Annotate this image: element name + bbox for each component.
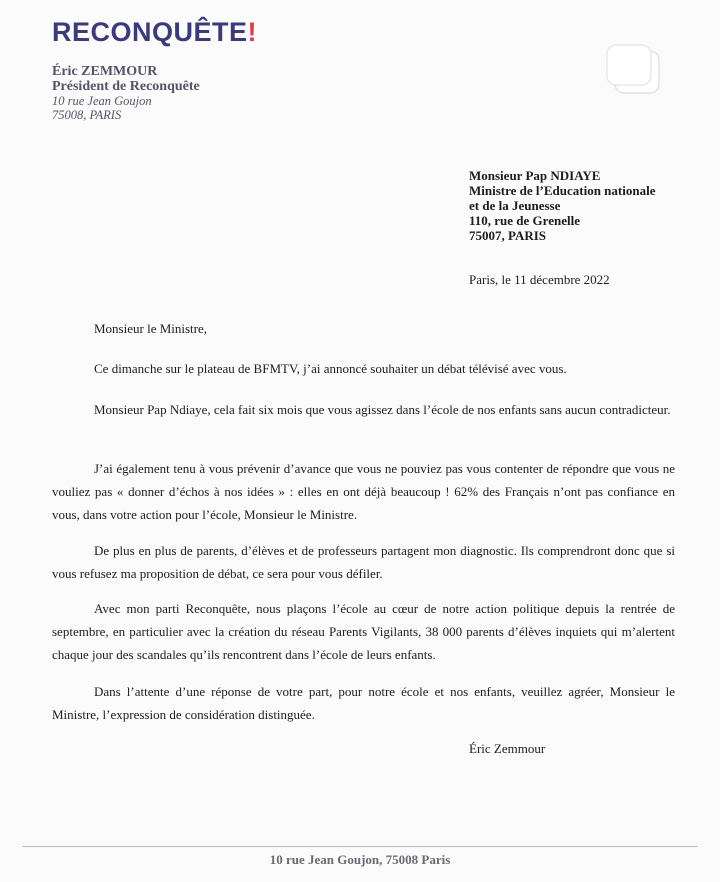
logo-text: RECONQUÊTE [52,17,248,47]
paragraph-6: Dans l’attente d’une réponse de votre part, pour notre école et nos enfants, veuillez agréer, Monsieur le Ministre, l’expression de considération distinguée. [52,684,675,722]
paragraph-1: Ce dimanche sur le plateau de BFMTV, j’ai annoncé souhaiter un débat télévisé avec vous. [94,361,567,376]
recipient-line: 75007, PARIS [469,228,547,243]
date-line: Paris, le 11 décembre 2022 [469,272,610,287]
paragraph-3: J’ai également tenu à vous prévenir d’avance que vous ne pouviez pas vous contenter de répondre que vous ne vouliez pas « donner d’échos à nos idées » : elles en ont déjà beaucoup ! 62% des Français n’ont pas confiance en vous, dans votre action pour l’école, Monsieur le Ministre. [52,461,675,522]
sender-title: Président de Reconquête [52,79,200,94]
sender-name: Éric ZEMMOUR [52,64,158,79]
recipient-line: Ministre de l’Education nationale [469,183,656,198]
recipient-block [469,168,655,243]
logo-exclamation: ! [247,17,258,47]
reconquete-logo [52,14,257,50]
footer-address: 10 rue Jean Goujon, 75008 Paris [269,852,451,867]
recipient-line: Monsieur Pap NDIAYE [469,168,601,183]
signature: Éric Zemmour [469,741,546,756]
copy-icon[interactable] [605,43,661,95]
salutation: Monsieur le Ministre, [94,321,208,336]
sender-city: 75008, PARIS [52,108,122,122]
paragraph-4: De plus en plus de parents, d’élèves et de professeurs partagent mon diagnostic. Ils comprendront donc que si vous refusez ma proposition de débat, ce sera pour vous défiler. [52,543,675,581]
sender-street: 10 rue Jean Goujon [52,94,152,108]
footer-divider [22,846,698,847]
recipient-line: et de la Jeunesse [469,198,561,213]
paragraph-5: Avec mon parti Reconquête, nous plaçons l’école au cœur de notre action politique depuis la rentrée de septembre, en particulier avec la création du réseau Parents Vigilants, 38 000 parents d’élèves inquiets qui m’alertent chaque jour des scandales qu’ils rencontrent dans l’école de leurs enfants. [52,601,675,662]
sender-block [52,64,200,122]
recipient-line: 110, rue de Grenelle [469,213,580,228]
paragraph-2: Monsieur Pap Ndiaye, cela fait six mois que vous agissez dans l’école de nos enfants sans aucun contradicteur. [94,402,671,417]
copy-icon-graphic [605,43,661,95]
